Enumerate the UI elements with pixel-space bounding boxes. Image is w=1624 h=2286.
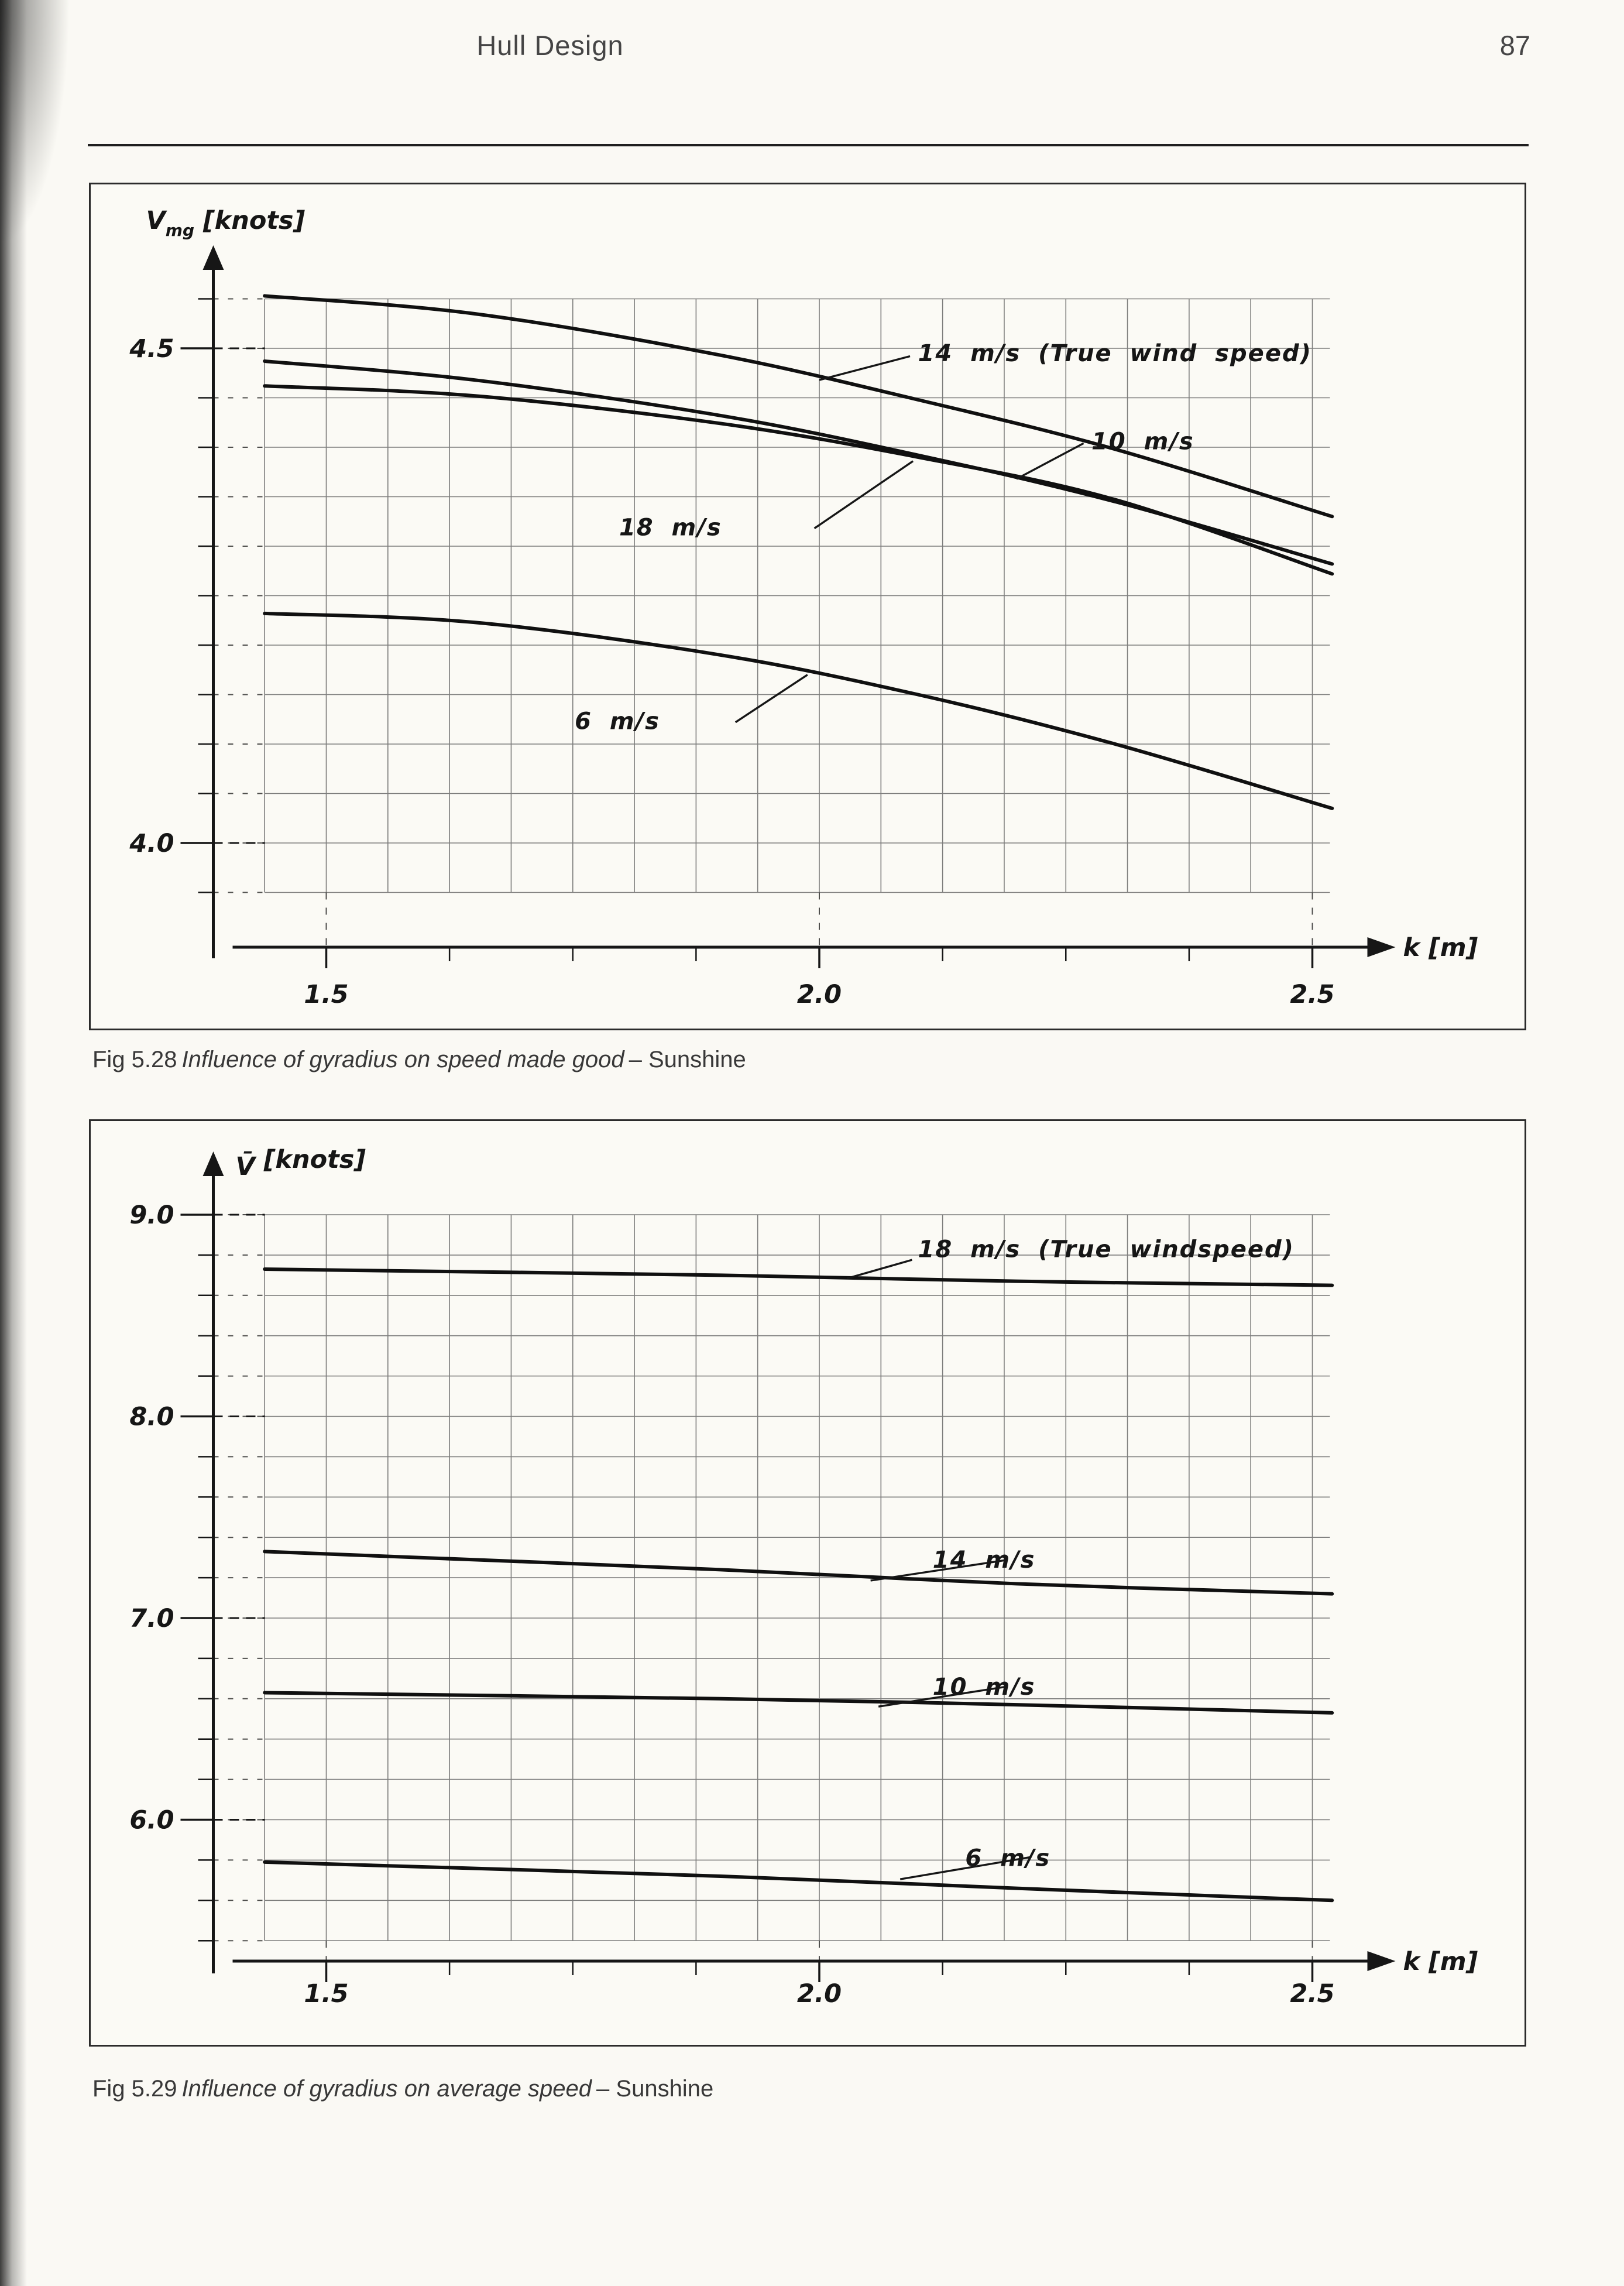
figure-5-29-caption xyxy=(92,2076,718,2102)
header-divider xyxy=(88,144,1529,146)
y-tick-label: 8.0 xyxy=(129,1402,174,1432)
figure-5-28-caption xyxy=(92,1047,751,1073)
curve-label: 10 m/s xyxy=(932,1673,1036,1701)
y-axis-label: V̄ [knots] xyxy=(235,1145,366,1181)
caption-suffix: – Sunshine xyxy=(596,2076,714,2102)
curve-label: 18 m/s (True windspeed) xyxy=(918,1236,1295,1263)
series-18-m-s xyxy=(265,386,1332,574)
x-axis-label: k [m] xyxy=(1403,1947,1478,1976)
y-axis-label: $V_{mg}$ [knots] xyxy=(146,206,305,240)
x-tick-label: 2.5 xyxy=(1290,1979,1335,2009)
caption-text: Influence of gyradius on speed made good xyxy=(181,1047,624,1072)
y-tick-label: 9.0 xyxy=(129,1201,174,1230)
caption-label: Fig 5.29 xyxy=(92,2076,177,2102)
y-tick-label: 7.0 xyxy=(129,1604,174,1633)
chart-average-speed xyxy=(91,1121,1525,2045)
x-axis-label: k [m] xyxy=(1403,933,1478,962)
figure-5-28 xyxy=(89,183,1526,1030)
annotations xyxy=(847,1236,1295,1879)
axes xyxy=(129,1151,1395,2009)
series-14-m-s-true-wind-speed- xyxy=(265,296,1332,516)
y-tick-label: 4.0 xyxy=(129,829,174,858)
curve-label: 6 m/s xyxy=(575,708,660,735)
x-tick-label: 2.5 xyxy=(1290,980,1335,1009)
x-tick-label: 2.0 xyxy=(796,980,842,1009)
caption-suffix: – Sunshine xyxy=(629,1047,746,1072)
grid xyxy=(265,299,1330,893)
curve-label: 14 m/s (True wind speed) xyxy=(918,340,1312,367)
y-tick-label: 6.0 xyxy=(129,1805,174,1835)
series-14-m-s xyxy=(265,1551,1332,1593)
x-tick-label: 1.5 xyxy=(304,980,349,1009)
series-6-m-s xyxy=(265,614,1332,808)
y-tick-label: 4.5 xyxy=(129,334,174,364)
figure-5-29 xyxy=(89,1119,1526,2047)
curve-label: 18 m/s xyxy=(619,514,722,541)
series-10-m-s xyxy=(265,1692,1332,1712)
x-tick-label: 1.5 xyxy=(304,1979,349,2009)
curve-label: 10 m/s xyxy=(1091,428,1194,455)
curve-label: 6 m/s xyxy=(965,1845,1051,1872)
series-18-m-s-true-windspeed- xyxy=(265,1269,1332,1286)
page-title: Hull Design xyxy=(476,30,624,61)
curve-label: 14 m/s xyxy=(932,1546,1036,1574)
page-number: 87 xyxy=(1499,30,1530,61)
annotations xyxy=(575,340,1312,735)
series-6-m-s xyxy=(265,1862,1332,1900)
caption-label: Fig 5.28 xyxy=(92,1047,177,1072)
x-tick-label: 2.0 xyxy=(796,1979,842,2009)
scan-shadow-corner xyxy=(0,0,70,246)
grid xyxy=(265,1215,1330,1941)
caption-text: Influence of gyradius on average speed xyxy=(181,2076,592,2102)
scan-shadow-left xyxy=(0,0,27,2286)
chart-speed-made-good xyxy=(91,184,1525,1029)
